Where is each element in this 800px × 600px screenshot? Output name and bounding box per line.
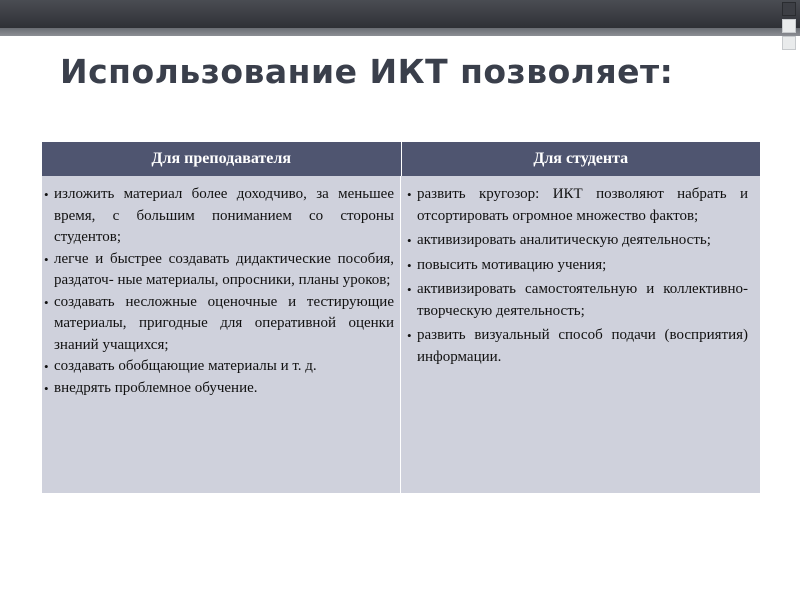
- header-teacher: Для преподавателя: [42, 142, 402, 176]
- teacher-cell: [42, 176, 401, 493]
- header-student: Для студента: [533, 150, 629, 167]
- slide-title: Использование ИКТ позволяет:: [60, 52, 674, 91]
- teacher-list: [44, 184, 394, 399]
- list-item: • активизировать аналитическую деятельность;: [407, 230, 748, 252]
- student-cell: [401, 176, 760, 493]
- list-item: • внедрять проблемное обучение.: [44, 378, 394, 400]
- list-item: • повысить мотивацию учения;: [407, 255, 748, 277]
- list-item: • развить кругозор: ИКТ позволяют набрать и отсортировать огромное множество фактов;: [407, 184, 748, 227]
- list-item: • активизировать самостоятельную и коллективно-творческую деятельность;: [407, 279, 748, 322]
- corner-squares-icon: [772, 2, 796, 52]
- top-decorative-stripe: [0, 28, 800, 36]
- table-body-row: [42, 176, 760, 493]
- list-item: • создавать обобщающие материалы и т. д.: [44, 356, 394, 378]
- table-header-row: [42, 142, 760, 176]
- list-item: • создавать несложные оценочные и тестирующие материалы, пригодные для оперативной оценки знаний учащихся;: [44, 292, 394, 357]
- list-item: • легче и быстрее создавать дидактические пособия, раздаточ- ные материалы, опросники, планы уроков;: [44, 249, 394, 292]
- comparison-table: [42, 142, 760, 493]
- list-item: • изложить материал более доходчиво, за меньшее время, с большим пониманием со стороны студентов;: [44, 184, 394, 249]
- student-list: [407, 184, 748, 368]
- list-item: • развить визуальный способ подачи (восприятия) информации.: [407, 325, 748, 368]
- top-decorative-bar: [0, 0, 800, 28]
